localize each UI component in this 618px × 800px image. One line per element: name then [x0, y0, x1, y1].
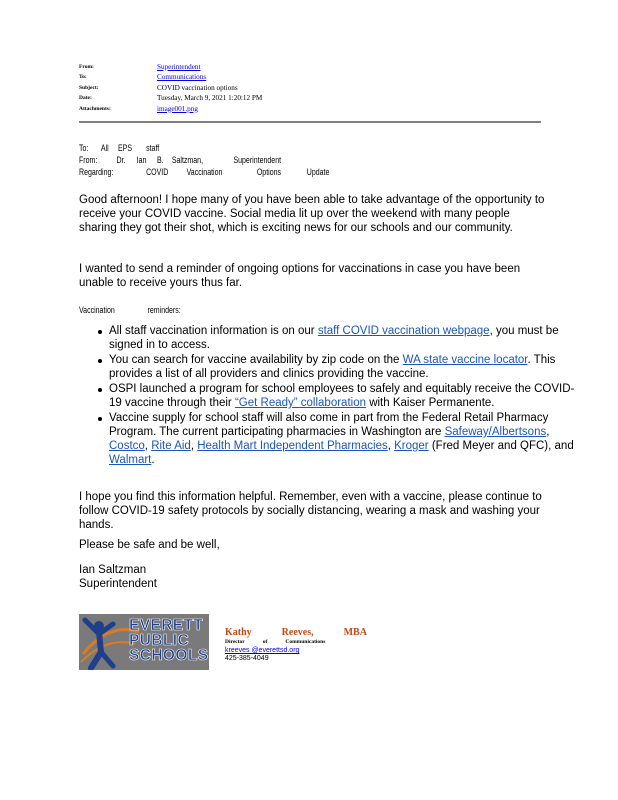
email-attachments-row	[79, 106, 541, 116]
staff-vaccination-webpage-link[interactable]: staff COVID vaccination webpage	[317, 325, 490, 337]
signature-block	[225, 627, 397, 662]
attachments-label: Attachments:	[79, 105, 111, 112]
signature-name-part: Reeves,	[281, 627, 314, 638]
to-value[interactable]: Communications	[157, 73, 207, 82]
memo-from-word: Dr.	[116, 155, 126, 165]
subject-value: COVID vaccination options	[157, 83, 238, 92]
rite-aid-link[interactable]: Rite Aid	[151, 440, 191, 453]
bullet-text: Vaccine supply for school staff will also come in part from the Federal Retail Pharmacy Program. The current participating pharmacies in Washington are	[109, 411, 549, 438]
signature-title	[225, 639, 397, 645]
logo-line: PUBLIC	[129, 632, 190, 649]
memo-to-word: EPS	[118, 143, 133, 153]
sender-name: Ian Saltzman	[79, 564, 147, 576]
bullet-text: All staff vaccination information is on our	[109, 325, 318, 337]
bullet-text: (Fred Meyer and QFC), and	[428, 440, 574, 453]
bullet-text: with Kaiser Permanente.	[366, 397, 495, 410]
signature-phone: 425-385-4049	[225, 655, 269, 662]
email-to-row	[79, 74, 541, 84]
bullet-text: You can search for vaccine availability by zip code on the	[109, 353, 403, 366]
logo-text	[129, 618, 208, 663]
signature-name	[225, 627, 397, 638]
list-item	[109, 411, 575, 468]
memo-regarding-row	[79, 167, 330, 179]
memo-regarding-word: Update	[306, 167, 330, 177]
memo-regarding-word: COVID	[146, 167, 169, 177]
attachment-link[interactable]: image001.png	[157, 104, 198, 113]
walmart-link[interactable]: Walmart	[109, 454, 152, 467]
logo-line: EVERETT	[129, 617, 204, 634]
list-item	[109, 353, 575, 381]
memo-from-row	[79, 155, 313, 167]
email-from-row	[79, 64, 541, 74]
greeting-paragraph: Good afternoon! I hope many of you have been able to take advantage of the opportunity to receive your COVID vaccine. Social media lit up over the weekend with many people sharing they got their shot, which is exciting news for our schools and our community.	[79, 194, 545, 235]
signature-title-part: Director	[225, 639, 245, 645]
memo-header	[79, 143, 330, 179]
signature-title-part: Communications	[285, 639, 326, 645]
signature-name-part: MBA	[343, 627, 367, 638]
memo-from-word: Superintendent	[233, 155, 282, 165]
from-label: From:	[79, 64, 94, 70]
kroger-link[interactable]: Kroger	[394, 440, 429, 453]
memo-to-word: All	[100, 143, 109, 153]
memo-regarding-word: Vaccination	[186, 167, 223, 177]
email-subject-row	[79, 85, 541, 95]
memo-from-word: Ian	[136, 155, 147, 165]
email-date-row	[79, 95, 541, 105]
list-item	[109, 382, 575, 410]
logo-line: SCHOOLS	[129, 647, 209, 664]
signature-title-part: of	[262, 639, 268, 645]
memo-from-word: Saltzman,	[171, 155, 204, 165]
separator: ,	[144, 440, 152, 453]
wa-vaccine-locator-link[interactable]: WA state vaccine locator	[402, 353, 528, 366]
signature-email-link[interactable]: kreeves @everettsd.org	[225, 647, 300, 654]
memo-to-label: To:	[79, 143, 89, 153]
everett-public-schools-logo	[79, 614, 209, 670]
to-label: To:	[79, 74, 87, 81]
reminder-paragraph: I wanted to send a reminder of ongoing options for vaccinations in case you have been unable to receive yours thus far.	[79, 263, 521, 290]
subject-label: Subject:	[79, 84, 99, 91]
email-header	[79, 64, 541, 116]
reminders-heading-word: Vaccination	[79, 305, 115, 315]
memo-to-word: staff	[146, 143, 160, 153]
costco-link[interactable]: Costco	[109, 440, 145, 453]
get-ready-collaboration-link[interactable]: “Get Ready” collaboration	[234, 397, 366, 410]
reminders-list	[79, 324, 575, 468]
closing-paragraph: I hope you find this information helpful. Remember, even with a vaccine, please continue to follow COVID-19 safety protocols by socially distancing, wearing a mask and washing your hands.	[79, 491, 542, 532]
signature-name-part: Kathy	[225, 627, 252, 638]
memo-regarding-word: Options	[256, 167, 282, 177]
sign-off: Please be safe and be well,	[79, 539, 220, 551]
memo-from-word: B.	[157, 155, 164, 165]
reminders-heading-word: reminders:	[147, 305, 181, 315]
safeway-albertsons-link[interactable]: Safeway/Albertsons	[444, 425, 547, 438]
bullet-text: OSPI launched a program for school employees to safely and equitably receive the COVID-19 vaccine through their	[109, 382, 575, 410]
bullet-text: .	[151, 454, 155, 467]
separator: ,	[387, 440, 395, 453]
memo-to-row	[79, 143, 313, 155]
health-mart-link[interactable]: Health Mart Independent Pharmacies	[197, 440, 388, 453]
from-value[interactable]: Superintendent	[157, 63, 201, 71]
bullet-text: . This provides a list of all providers and clinics providing the vaccine.	[109, 353, 556, 381]
date-value: Tuesday, March 9, 2021 1:20:12 PM	[157, 94, 263, 103]
header-divider	[79, 121, 541, 123]
separator: ,	[546, 425, 550, 438]
date-label: Date:	[79, 95, 92, 102]
reminders-heading	[79, 303, 213, 317]
list-item	[109, 324, 575, 352]
memo-regarding-label: Regarding:	[79, 167, 114, 177]
sender-title: Superintendent	[79, 578, 158, 590]
bullet-text: , you must be signed in to access.	[109, 325, 559, 352]
memo-from-label: From:	[79, 155, 98, 165]
separator: ,	[190, 440, 198, 453]
